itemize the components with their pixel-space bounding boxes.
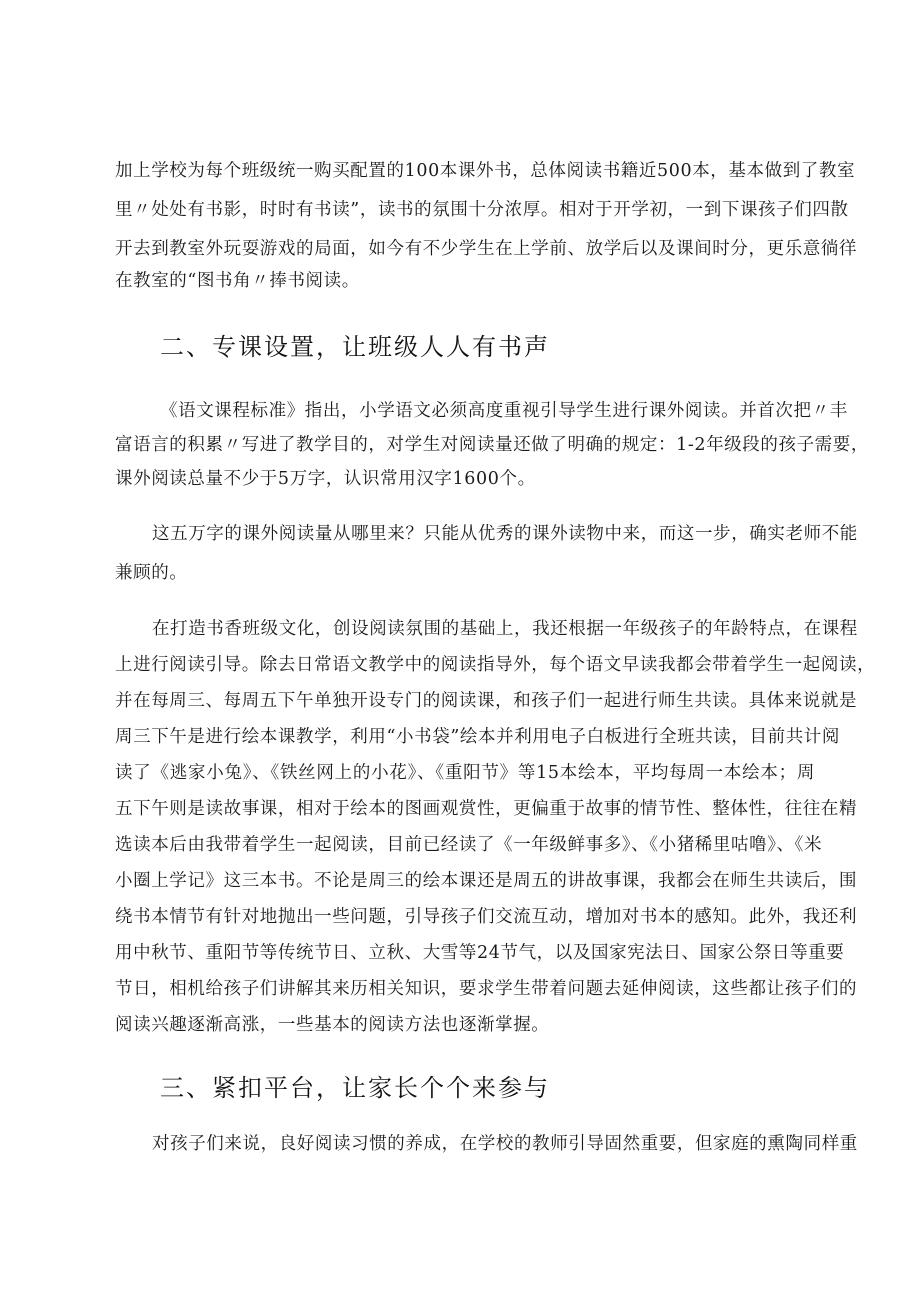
paragraph-4-line-11: 节日，相机给孩子们讲解其来历相关知识，要求学生带着问题去延伸阅读，这些都让孩子们的 bbox=[115, 979, 858, 999]
section-heading-3: 三、紧扣平台，让家长个个来参与 bbox=[160, 1074, 550, 1102]
paragraph-4-line-4: 周三下午是进行绘本课教学，利用“小书袋”绘本并利用电子白板进行全班共读，目前共计阅 bbox=[115, 727, 840, 747]
paragraph-4-line-3: 并在每周三、每周五下午单独开设专门的阅读课，和孩子们一起进行师生共读。具体来说就是 bbox=[115, 691, 858, 711]
paragraph-2-line-1: 《语文课程标准》指出，小学语文必须高度重视引导学生进行课外阅读。并首次把〃丰 bbox=[160, 401, 848, 421]
paragraph-1-line-1: 加上学校为每个班级统一购买配置的100本课外书，总体阅读书籍近500本，基本做到了教室 bbox=[115, 161, 856, 181]
paragraph-4-line-12: 阅读兴趣逐渐高涨，一些基本的阅读方法也逐渐掌握。 bbox=[115, 1015, 550, 1035]
paragraph-4-line-6: 五下午则是读故事课，相对于绘本的图画观赏性，更偏重于故事的情节性、整体性，往往在精 bbox=[115, 799, 858, 819]
paragraph-3-line-1: 这五万字的课外阅读量从哪里来？只能从优秀的课外读物中来，而这一步，确实老师不能 bbox=[152, 524, 858, 544]
paragraph-3-line-2: 兼顾的。 bbox=[115, 563, 188, 583]
paragraph-4-line-1: 在打造书香班级文化，创设阅读氛围的基础上，我还根据一年级孩子的年龄特点，在课程 bbox=[152, 619, 858, 639]
paragraph-1-line-2: 里〃处处有书影，时时有书读”，读书的氛围十分浓厚。相对于开学初，一到下课孩子们四散 bbox=[115, 200, 849, 220]
paragraph-2-line-3: 课外阅读总量不少于5万字，认识常用汉字1600个。 bbox=[115, 469, 536, 489]
paragraph-4-line-5: 读了《逃家小兔》、《铁丝网上的小花》、《重阳节》等15本绘本，平均每周一本绘本；周 bbox=[115, 763, 815, 783]
section-heading-2: 二、专课设置，让班级人人有书声 bbox=[160, 333, 550, 361]
paragraph-4-line-7: 选读本后由我带着学生一起阅读，目前已经读了《一年级鲜事多》、《小猪稀里咕噜》、《米 bbox=[115, 835, 823, 855]
paragraph-2-line-2: 富语言的积累〃写进了教学目的，对学生对阅读量还做了明确的规定：1-2年级段的孩子需要， bbox=[115, 435, 869, 455]
paragraph-4-line-8: 小圈上学记》这三本书。不论是周三的绘本课还是周五的讲故事课，我都会在师生共读后，围 bbox=[115, 871, 858, 891]
paragraph-1-line-4: 在教室的“图书角〃捧书阅读。 bbox=[115, 271, 360, 291]
paragraph-1-line-3: 开去到教室外玩耍游戏的局面，如今有不少学生在上学前、放学后以及课间时分，更乐意徜徉 bbox=[115, 239, 858, 259]
paragraph-4-line-2: 上进行阅读引导。除去日常语文教学中的阅读指导外，每个语文早读我都会带着学生一起阅读， bbox=[115, 655, 876, 675]
paragraph-4-line-10: 用中秋节、重阳节等传统节日、立秋、大雪等24节气，以及国家宪法日、国家公祭日等重要 bbox=[115, 943, 845, 963]
paragraph-5-line-1: 对孩子们来说，良好阅读习惯的养成，在学校的教师引导固然重要，但家庭的熏陶同样重 bbox=[152, 1134, 858, 1154]
paragraph-4-line-9: 绕书本情节有针对地抛出一些问题，引导孩子们交流互动，增加对书本的感知。此外，我还利 bbox=[115, 907, 858, 927]
